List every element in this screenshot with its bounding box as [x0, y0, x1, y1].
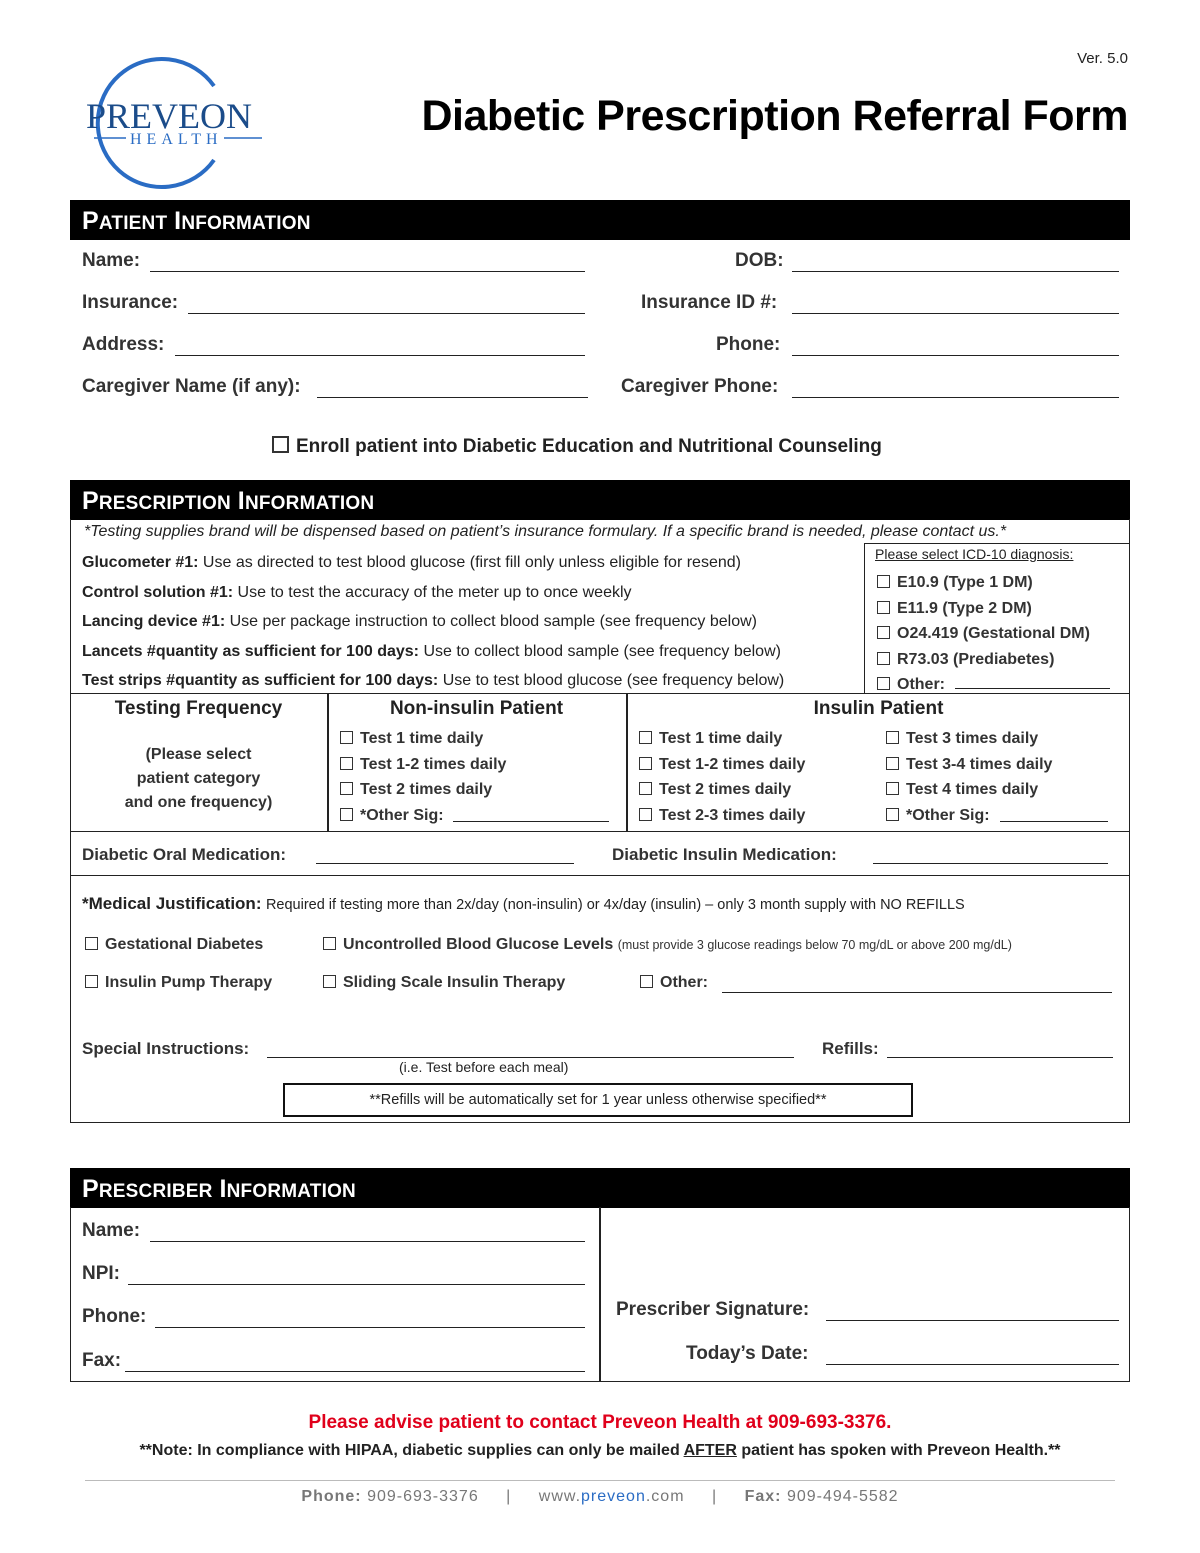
icd-heading: Please select ICD-10 diagnosis: — [875, 546, 1074, 562]
prescriber-name-field[interactable] — [150, 1223, 585, 1242]
testing-frequency-heading: Testing Frequency — [114, 698, 283, 719]
special-instructions-hint: (i.e. Test before each meal) — [399, 1059, 569, 1075]
insulin-pump-option[interactable]: Insulin Pump Therapy — [85, 974, 272, 992]
insulin-option-3[interactable]: Test 3 times daily — [886, 726, 1052, 752]
supply-item-lancing-device: Lancing device #1: Use per package instruction to collect blood sample (see frequency below) — [82, 613, 758, 630]
insulin-option-4[interactable]: Test 4 times daily — [886, 777, 1052, 803]
supply-item-control-solution: Control solution #1: Use to test the accuracy of the meter up to once weekly — [82, 583, 632, 601]
icd-other-field[interactable] — [955, 672, 1110, 689]
icd-option-e11[interactable]: E11.9 (Type 2 DM) — [877, 596, 1090, 622]
page-title: Diabetic Prescription Referral Form — [421, 92, 1128, 140]
caregiver-phone-label: Caregiver Phone: — [621, 376, 779, 397]
dob-label: DOB: — [735, 250, 784, 271]
preveon-health-logo — [64, 56, 274, 190]
dob-field[interactable] — [792, 253, 1119, 272]
justification-other-field[interactable] — [722, 976, 1112, 993]
insurance-label: Insurance: — [82, 292, 179, 313]
insulin-option-1[interactable]: Test 1 time daily — [639, 726, 805, 752]
refills-field[interactable] — [887, 1041, 1113, 1058]
non-insulin-option-2[interactable]: Test 1-2 times daily — [340, 752, 506, 778]
insurance-field[interactable] — [188, 295, 585, 314]
brand-note: *Testing supplies brand will be dispensed based on patient’s insurance formulary. If a specific brand is needed, please contact us.* — [84, 523, 1007, 540]
website-link[interactable]: www.preveon.com — [538, 1488, 685, 1505]
refills-note: **Refills will be automatically set for 1 year unless otherwise specified** — [283, 1083, 913, 1117]
special-instructions-field[interactable] — [267, 1041, 794, 1058]
justification-other-option[interactable]: Other: — [640, 974, 708, 992]
insulin-other-field[interactable] — [1000, 805, 1108, 822]
date-label: Today’s Date: — [686, 1343, 809, 1364]
uncontrolled-option[interactable]: Uncontrolled Blood Glucose Levels (must provide 3 glucose readings below 70 mg/dL or above 200 mg/dL) — [323, 936, 1012, 954]
address-field[interactable] — [175, 337, 585, 356]
insulin-options-left — [639, 726, 805, 828]
insurance-id-label: Insurance ID #: — [641, 292, 778, 313]
version-label: Ver. 5.0 — [1077, 50, 1128, 67]
supply-list — [82, 548, 784, 696]
insulin-option-2-3[interactable]: Test 2-3 times daily — [639, 803, 805, 829]
caregiver-name-label: Caregiver Name (if any): — [82, 376, 301, 397]
insulin-medication-label: Diabetic Insulin Medication: — [612, 845, 837, 864]
prescriber-phone-field[interactable] — [155, 1309, 585, 1328]
icd-option-e10[interactable]: E10.9 (Type 1 DM) — [877, 570, 1090, 596]
sliding-scale-option[interactable]: Sliding Scale Insulin Therapy — [323, 974, 565, 992]
gestational-option[interactable]: Gestational Diabetes — [85, 936, 263, 954]
contact-bar: Phone: 909-693-3376 | www.preveon.com | Fax: 909-494-5582 — [301, 1488, 899, 1505]
icd-option-other[interactable]: Other: — [877, 672, 1090, 698]
name-label: Name: — [82, 250, 141, 271]
fax-label: Fax: — [82, 1350, 122, 1371]
supply-item-test-strips: Test strips #quantity as sufficient for 100 days: Use to test blood glucose (see frequency below) — [82, 672, 785, 689]
signature-label: Prescriber Signature: — [616, 1299, 810, 1320]
icd-option-r73[interactable]: R73.03 (Prediabetes) — [877, 647, 1090, 673]
insurance-id-field[interactable] — [792, 295, 1119, 314]
caregiver-name-field[interactable] — [317, 379, 588, 398]
npi-field[interactable] — [128, 1266, 585, 1285]
hipaa-note: **Note: In compliance with HIPAA, diabetic supplies can only be mailed AFTER patient has spoken with Preveon Health.** — [139, 1442, 1061, 1459]
insulin-medication-field[interactable] — [873, 848, 1108, 864]
prescriber-info-header: PRESCRIBER INFORMATION — [70, 1168, 1130, 1208]
enroll-checkbox[interactable] — [272, 436, 289, 453]
insulin-option-3-4[interactable]: Test 3-4 times daily — [886, 752, 1052, 778]
logo-wordmark: PREVEON — [86, 96, 253, 136]
advise-contact: Please advise patient to contact Preveon Health at 909-693-3376. — [308, 1412, 892, 1433]
special-instructions-label: Special Instructions: — [82, 1039, 250, 1058]
phone-label: Phone: — [716, 334, 781, 355]
non-insulin-option-other[interactable]: *Other Sig: — [340, 803, 506, 829]
justification-heading: *Medical Justification: Required if testing more than 2x/day (non-insulin) or 4x/day (insulin) – only 3 month supply with NO REFILLS — [82, 894, 965, 913]
supply-item-glucometer: Glucometer #1: Use as directed to test blood glucose (first fill only unless eligible for resend) — [82, 554, 741, 571]
non-insulin-option-3[interactable]: Test 2 times daily — [340, 777, 506, 803]
insulin-heading: Insulin Patient — [813, 698, 944, 719]
frequency-instructions: (Please select patient category and one frequency) — [124, 746, 273, 811]
name-field[interactable] — [150, 253, 585, 272]
phone-field[interactable] — [792, 337, 1119, 356]
address-label: Address: — [82, 334, 165, 355]
prescriber-phone-label: Phone: — [82, 1306, 147, 1327]
non-insulin-option-1[interactable]: Test 1 time daily — [340, 726, 506, 752]
insulin-option-other[interactable]: *Other Sig: — [886, 803, 1052, 829]
signature-field[interactable] — [826, 1302, 1119, 1321]
prescription-info-header: PRESCRIPTION INFORMATION — [70, 480, 1130, 520]
non-insulin-heading: Non-insulin Patient — [389, 698, 564, 719]
fax-field[interactable] — [125, 1353, 585, 1372]
caregiver-phone-field[interactable] — [792, 379, 1119, 398]
supply-item-lancets: Lancets #quantity as sufficient for 100 days: Use to collect blood sample (see frequency below) — [82, 642, 781, 660]
icd-option-o24[interactable]: O24.419 (Gestational DM) — [877, 621, 1090, 647]
oral-medication-label: Diabetic Oral Medication: — [82, 845, 287, 864]
patient-info-header: PATIENT INFORMATION — [70, 200, 1130, 240]
insulin-option-2[interactable]: Test 2 times daily — [639, 777, 805, 803]
insulin-option-1-2[interactable]: Test 1-2 times daily — [639, 752, 805, 778]
oral-medication-field[interactable] — [316, 848, 574, 864]
prescriber-name-label: Name: — [82, 1220, 141, 1241]
refills-label: Refills: — [822, 1039, 879, 1058]
date-field[interactable] — [826, 1346, 1119, 1365]
npi-label: NPI: — [82, 1263, 120, 1284]
footer-divider — [85, 1480, 1115, 1481]
logo-subword: HEALTH — [130, 131, 223, 148]
non-insulin-other-field[interactable] — [453, 805, 609, 822]
enroll-option[interactable]: Enroll patient into Diabetic Education and Nutritional Counseling — [272, 436, 882, 458]
